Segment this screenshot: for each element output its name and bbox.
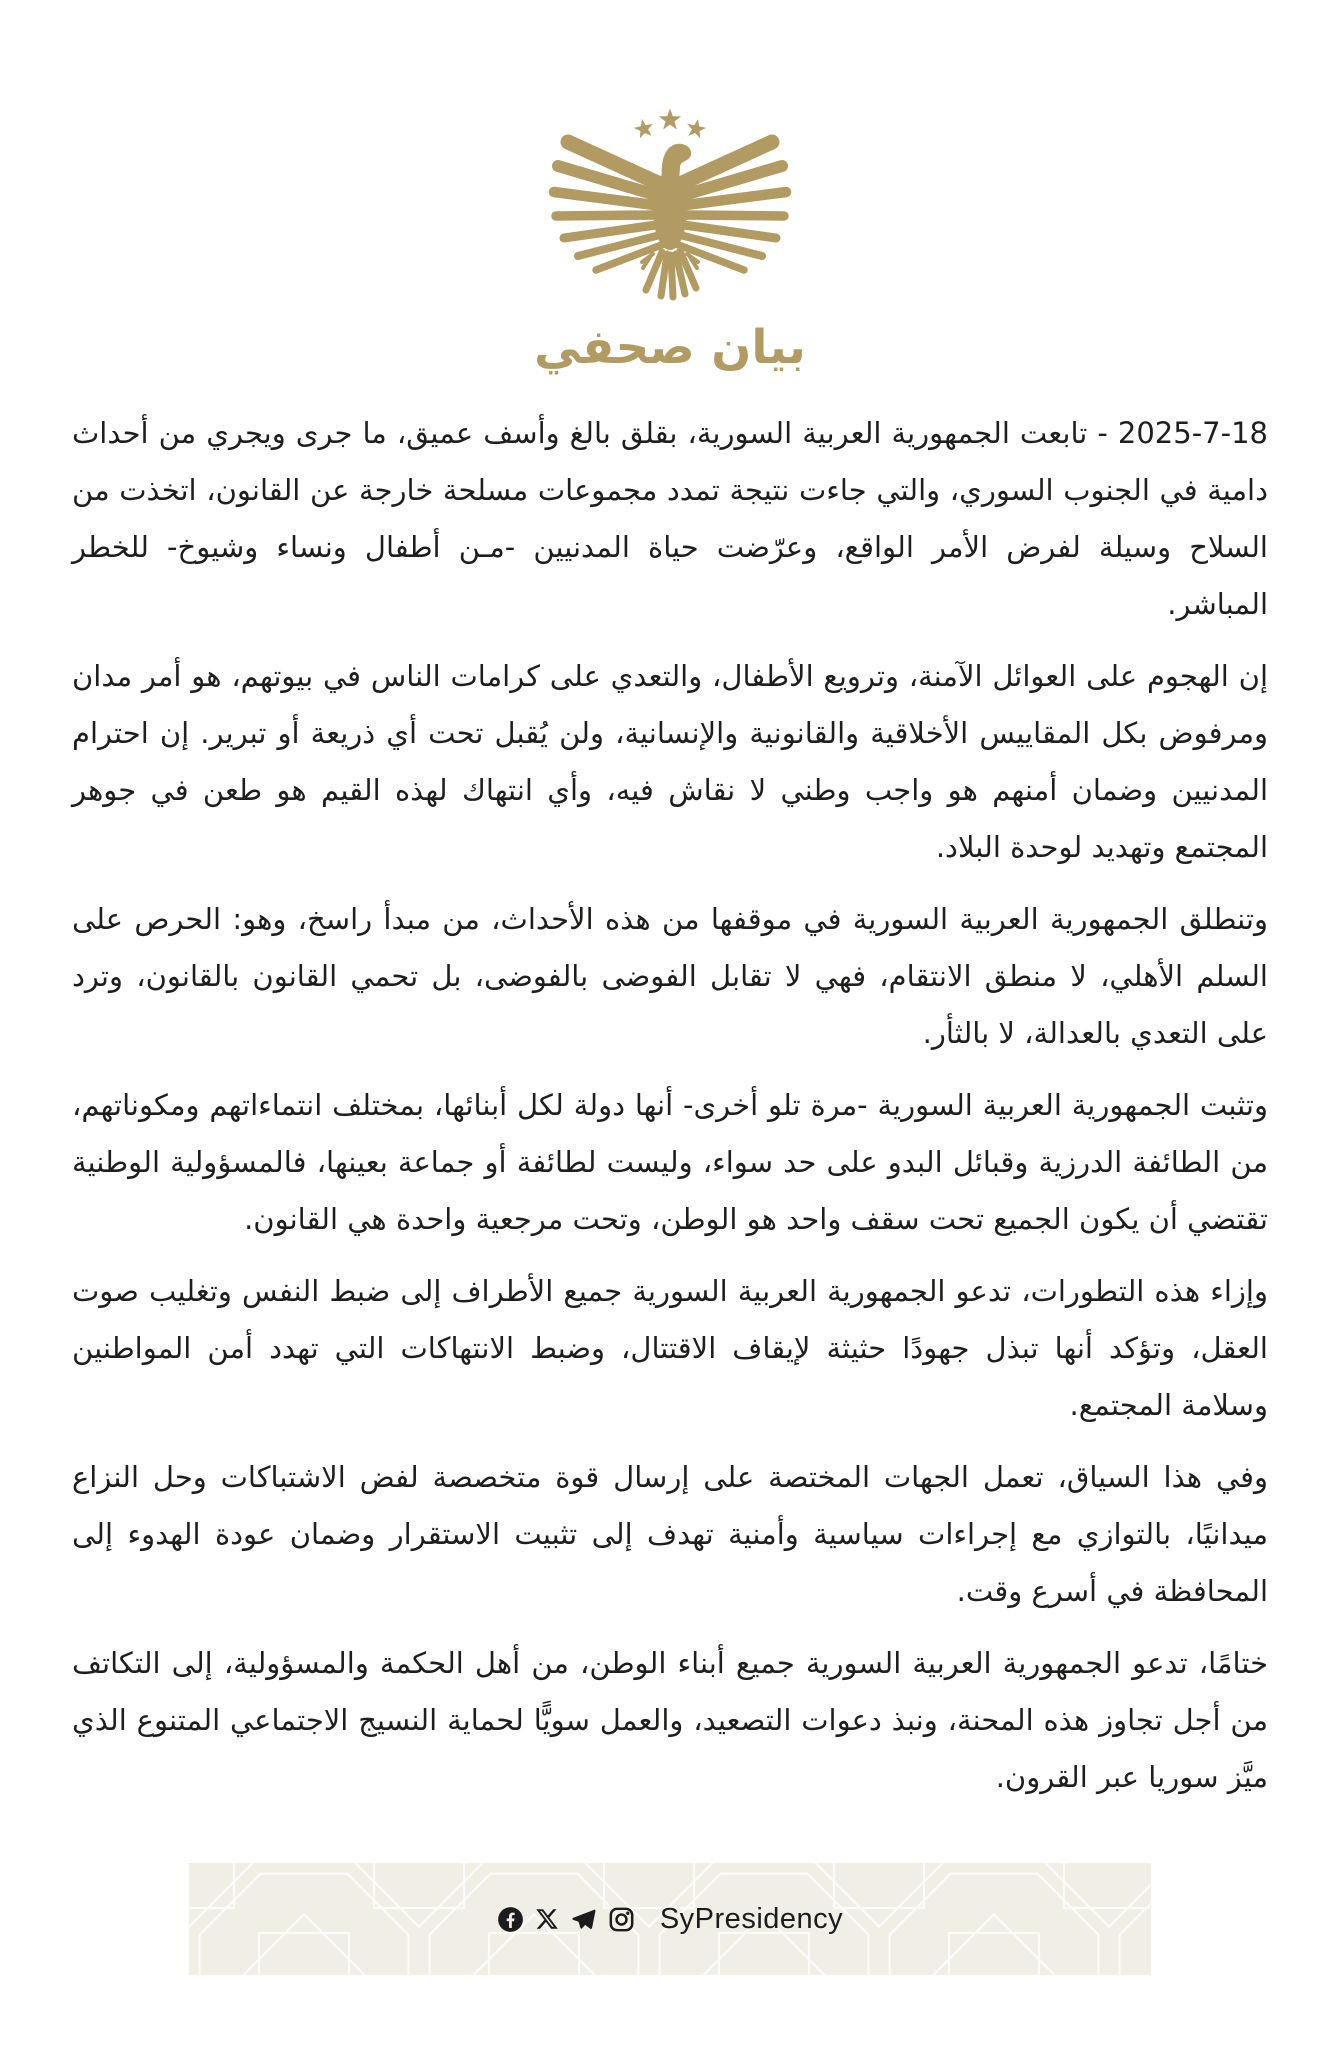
presidency-eagle-emblem [545,104,795,304]
telegram-icon [570,1906,597,1933]
statement-paragraph: ختامًا، تدعو الجمهورية العربية السورية جميع أبناء الوطن، من أهل الحكمة والمسؤولية، إلى التكاتف من أجل تجاوز هذه المحنة، ونبذ دعوات التصعيد، والعمل سويًّا لحماية النسيج الاجتماعي المتنوع الذي ميَّز سوريا عبر القرون. [72,1646,1268,1794]
instagram-icon [608,1906,635,1933]
statement-body [0,405,1340,1806]
statement-paragraph: وإزاء هذه التطورات، تدعو الجمهورية العربية السورية جميع الأطراف إلى ضبط النفس وتغليب صوت العقل، وتؤكد أنها تبذل جهودًا حثيثة لإيقاف الاقتتال، وضبط الانتهاكات التي تهدد أمن المواطنين وسلامة المجتمع. [72,1274,1268,1422]
footer-content [189,1863,1151,1975]
social-handle: SyPresidency [659,1902,844,1935]
x-icon [535,1907,559,1931]
star-icon [632,108,707,139]
statement-paragraph: وتنطلق الجمهورية العربية السورية في موقفها من هذه الأحداث، من مبدأ راسخ، وهو: الحرص على السلم الأهلي، لا منطق الانتقام، فهي لا تقابل الفوضى بالفوضى، بل تحمي القانون بالقانون، وترد على التعدي بالعدالة، لا بالثأر. [72,902,1268,1050]
statement-paragraph: وتثبت الجمهورية العربية السورية -مرة تلو أخرى- أنها دولة لكل أبنائها، بمختلف انتماءاتهم ومكوناتهم، من الطائفة الدرزية وقبائل البدو على حد سواء، وليست لطائفة أو جماعة بعينها، فالمسؤولية الوطنية تقتضي أن يكون الجميع تحت سقف واحد هو الوطن، وتحت مرجعية واحدة هي القانون. [72,1088,1268,1236]
statement-paragraph: وفي هذا السياق، تعمل الجهات المختصة على إرسال قوة متخصصة لفض الاشتباكات وحل النزاع ميدانيًا، بالتوازي مع إجراءات سياسية وأمنية تهدف إلى تثبيت الاستقرار وضمان عودة الهدوء إلى المحافظة في أسرع وقت. [72,1460,1268,1608]
statement-paragraph: إن الهجوم على العوائل الآمنة، وترويع الأطفال، والتعدي على كرامات الناس في بيوتهم، هو أمر مدان ومرفوض بكل المقاييس الأخلاقية والقانونية والإنسانية، ولن يُقبل تحت أي ذريعة أو تبرير. إن احترام المدنيين وضمان أمنهم هو واجب وطني لا نقاش فيه، وأي انتهاك لهذه القيم هو طعن في جوهر المجتمع وتهديد لوحدة البلاد. [72,659,1268,864]
footer-band [189,1863,1151,1975]
page-title: بيان صحفي [534,320,806,375]
statement-paragraph: 2025-7-18 - تابعت الجمهورية العربية السورية، بقلق بالغ وأسف عميق، ما جرى ويجري من أحداث دامية في الجنوب السوري، والتي جاءت نتيجة تمدد مجموعات مسلحة خارجة عن القانون، اتخذت من السلاح وسيلة لفرض الأمر الواقع، وعرّضت حياة المدنيين -مـن أطفال ونساء وشيوخ- للخطر المباشر. [72,416,1268,621]
facebook-icon [497,1906,524,1933]
eagle-icon [545,104,795,304]
